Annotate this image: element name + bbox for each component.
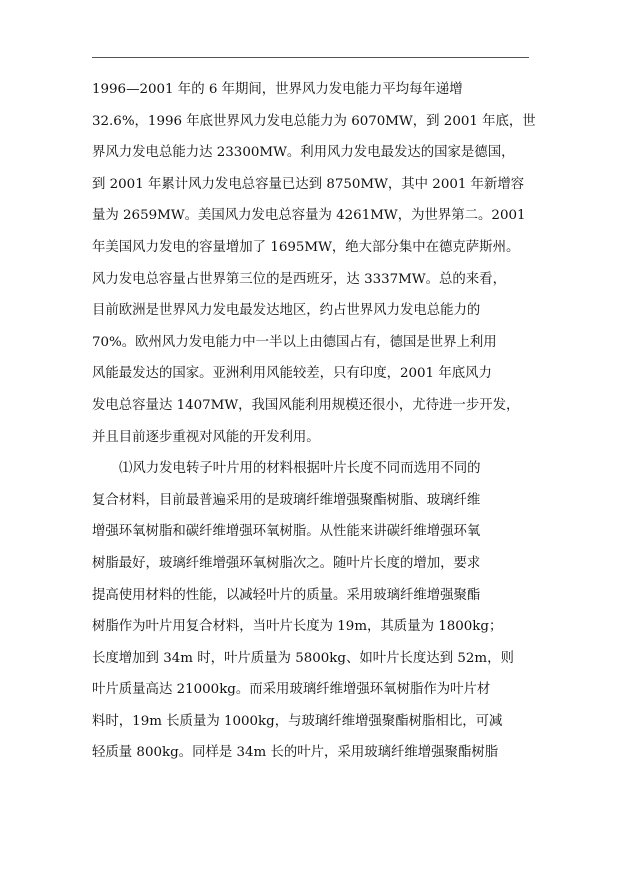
text-line: 界风力发电总能力达 23300MW。利用风力发电最发达的国家是德国， — [92, 145, 515, 161]
text-line: 提高使用材料的性能，以减轻叶片的质量。采用玻璃纤维增强聚酯 — [92, 587, 481, 603]
text-line: 风能最发达的国家。亚洲利用风能较差，只有印度，2001 年底风力 — [92, 366, 492, 382]
text-line: 轻质量 800kg。同样是 34m 长的叶片，采用玻璃纤维增强聚酯树脂 — [92, 745, 499, 761]
text-line: 70%。欧州风力发电能力中一半以上由德国占有，德国是世界上利用 — [92, 334, 497, 350]
text-line: 料时，19m 长质量为 1000kg，与玻璃纤维增强聚酯树脂相比，可减 — [92, 713, 503, 729]
text-line: 到 2001 年累计风力发电总容量已达到 8750MW，其中 2001 年新增容 — [92, 176, 525, 192]
text-line: 1996—2001 年的 6 年期间，世界风力发电能力平均每年递增 — [92, 82, 463, 97]
header-rule — [92, 57, 529, 58]
text-line: 并且目前逐步重视对风能的开发利用。 — [92, 429, 320, 445]
text-line: 年美国风力发电的容量增加了 1695MW，绝大部分集中在德克萨斯州。 — [92, 239, 520, 255]
text-line: 树脂作为叶片用复合材料，当叶片长度为 19m，其质量为 1800kg； — [92, 619, 503, 635]
text-line: 风力发电总容量占世界第三位的是西班牙，达 3337MW。总的来看， — [92, 271, 506, 287]
text-line: 复合材料，目前最普遍采用的是玻璃纤维增强聚酯树脂、玻璃纤维 — [92, 492, 481, 508]
body-text — [92, 74, 537, 769]
paragraph-start-line: ⑴风力发电转子叶片用的材料根据叶片长度不同而选用不同的 — [119, 461, 481, 477]
text-line: 量为 2659MW。美国风力发电总容量为 4261MW，为世界第二。2001 — [92, 208, 526, 224]
text-line: 发电总容量达 1407MW，我国风能利用规模还很小，尤待进一步开发， — [92, 397, 520, 413]
text-line: 叶片质量高达 21000kg。而采用玻璃纤维增强环氧树脂作为叶片材 — [92, 682, 491, 698]
text-line: 目前欧洲是世界风力发电最发达地区，约占世界风力发电总能力的 — [92, 303, 481, 319]
text-line: 32.6%，1996 年底世界风力发电总能力为 6070MW，到 2001 年底，世 — [92, 113, 536, 129]
text-line: 树脂最好，玻璃纤维增强环氧树脂次之。随叶片长度的增加，要求 — [92, 555, 481, 571]
text-line: 长度增加到 34m 时，叶片质量为 5800kg、如叶片长度达到 52m，则 — [92, 650, 514, 666]
text-line: 增强环氧树脂和碳纤维增强环氧树脂。从性能来讲碳纤维增强环氧 — [92, 524, 481, 540]
